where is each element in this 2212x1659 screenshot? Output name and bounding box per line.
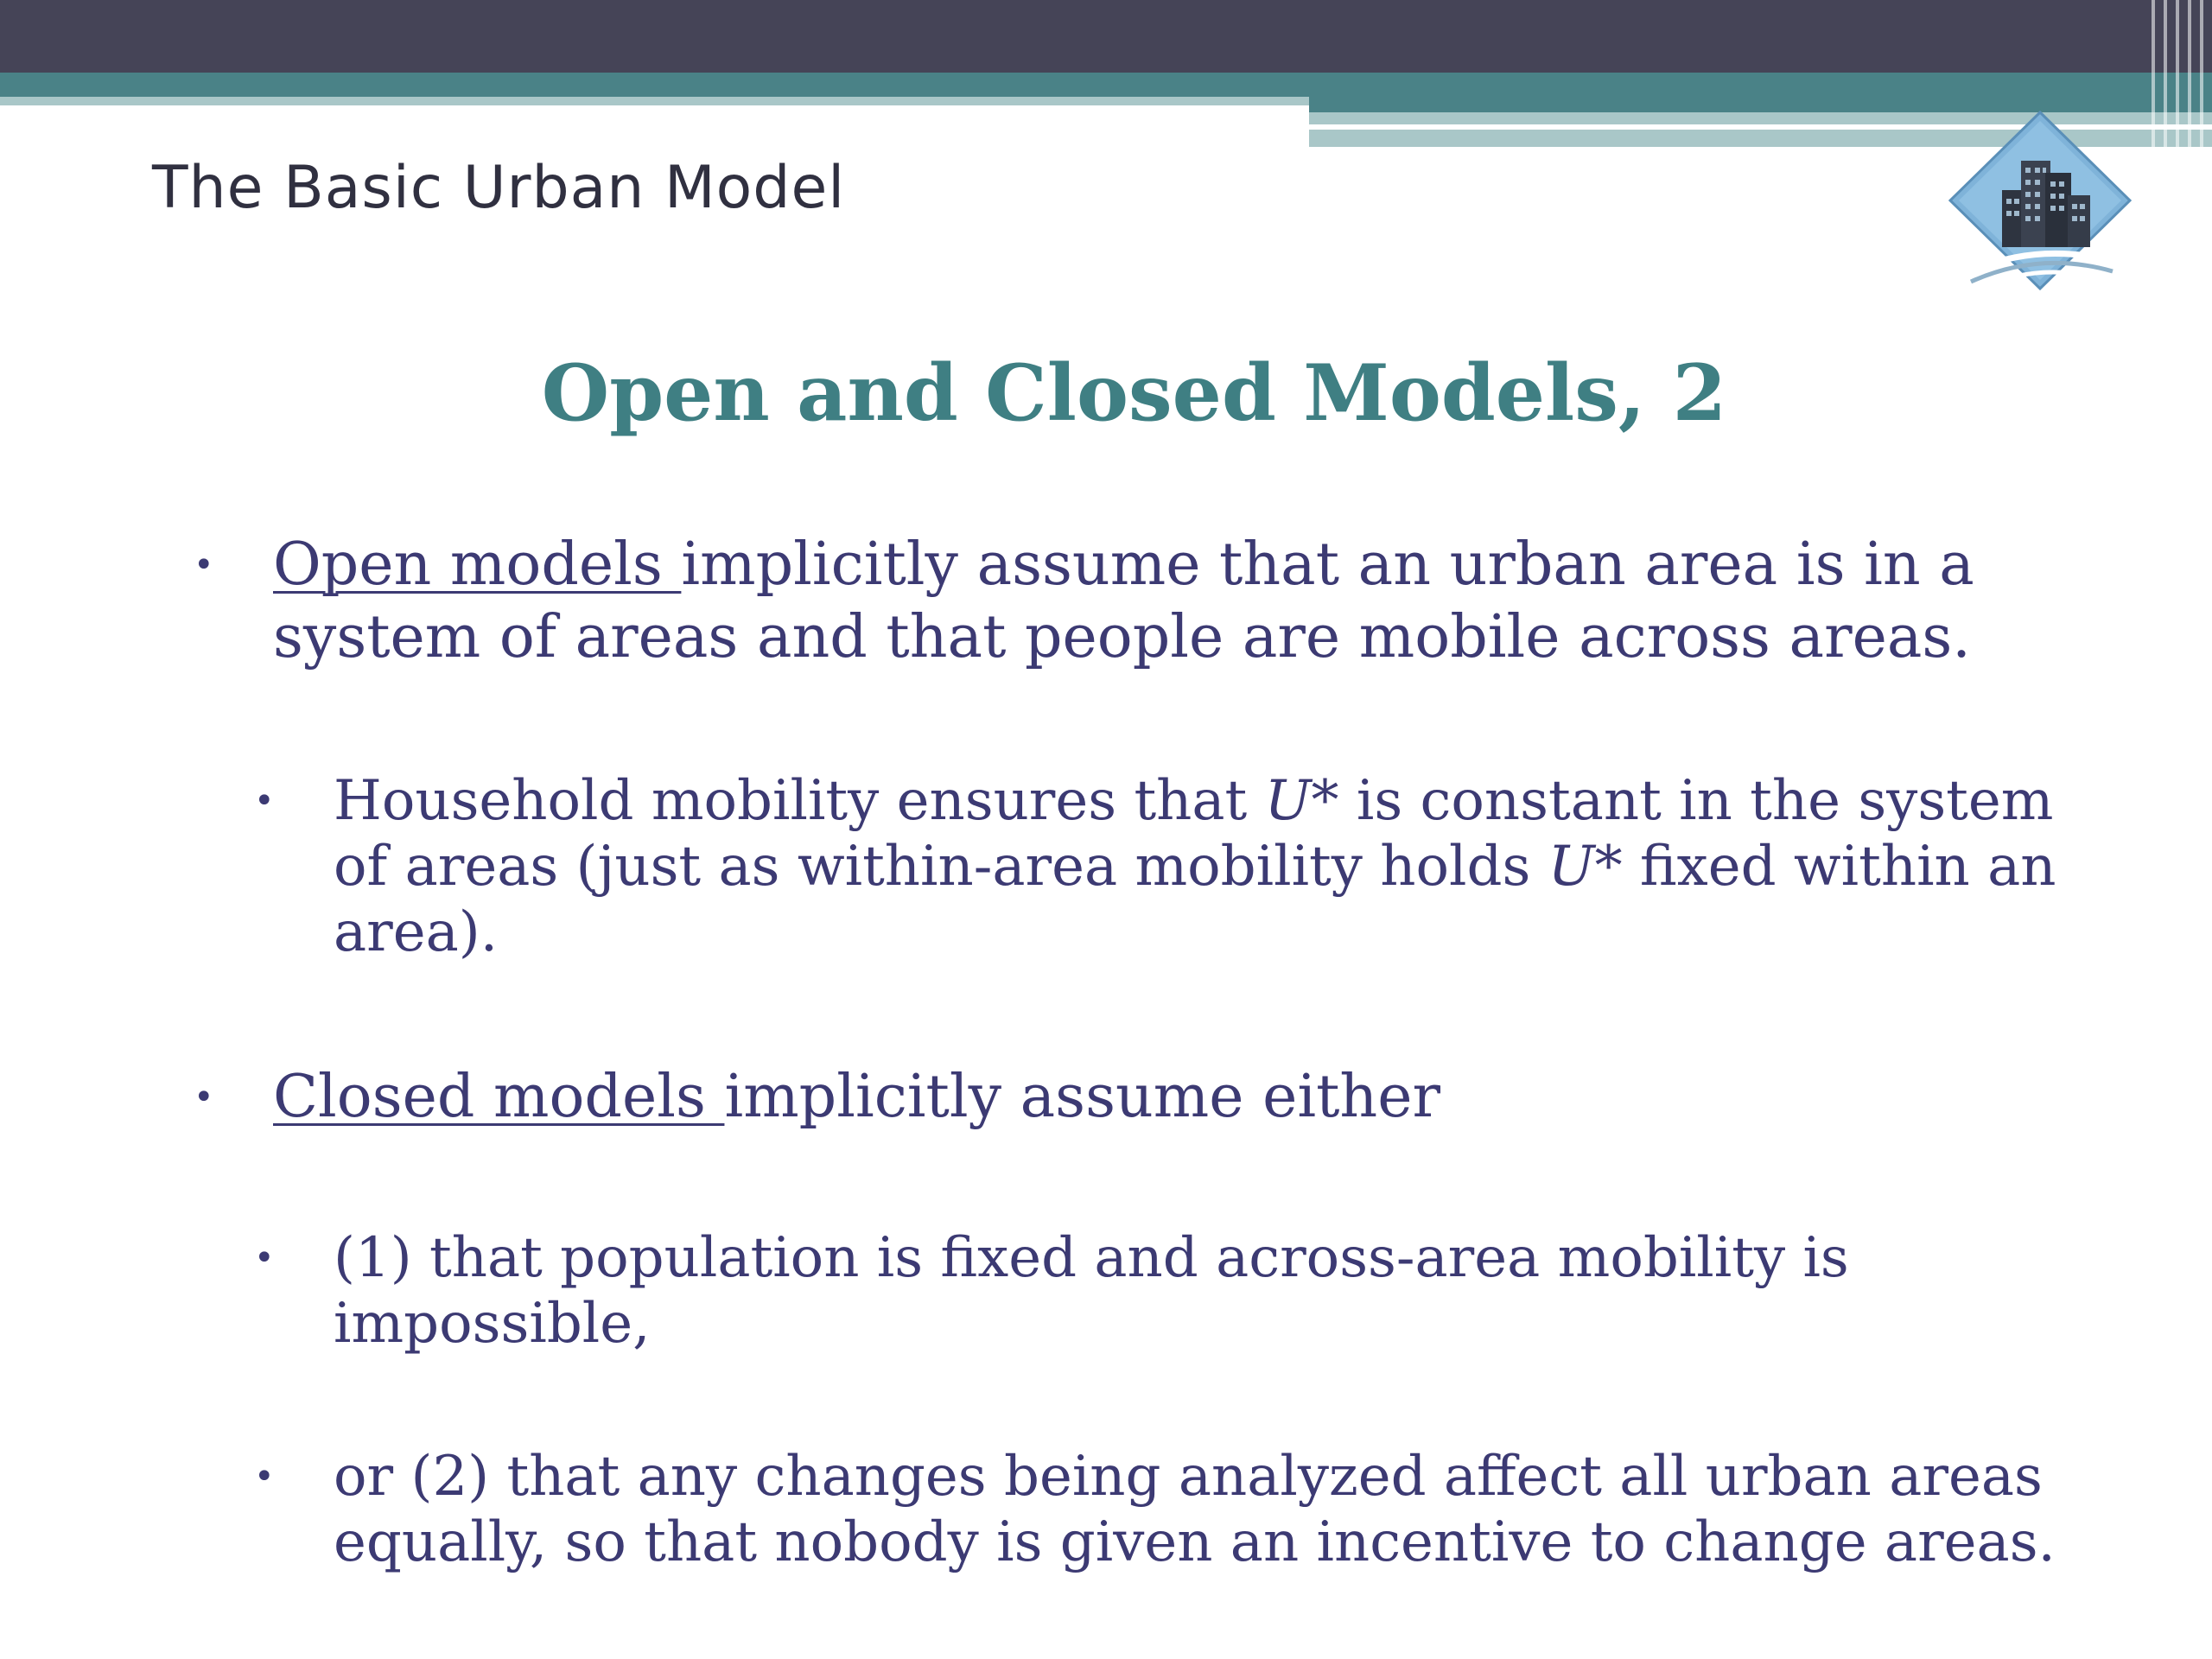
- closed-models-term: Closed models: [273, 1063, 725, 1131]
- household-text-1: Household mobility ensures that: [334, 769, 1265, 833]
- header-title: The Basic Urban Model: [152, 154, 846, 222]
- utility-symbol: U*: [1548, 835, 1623, 899]
- bullet-closed-models: [194, 1061, 2131, 1134]
- bullet-household-mobility: [254, 768, 2105, 965]
- utility-symbol: U*: [1264, 769, 1339, 833]
- bullet-dot: •: [254, 781, 275, 821]
- bullet-dot: •: [194, 1077, 214, 1117]
- header-band-light-left: [0, 97, 1309, 105]
- header-band-teal: [0, 73, 2212, 97]
- open-models-text: implicitly assume that an urban area is in a system of areas and that people are mobile across areas.: [273, 531, 1974, 671]
- open-models-term: Open models: [273, 531, 682, 599]
- bullet-dot: •: [194, 545, 214, 585]
- closed-models-text: implicitly assume either: [724, 1063, 1440, 1131]
- bullet-open-models: [194, 529, 2131, 674]
- changes-equal-text: or (2) that any changes being analyzed affect all urban areas equally, so that nobody is given an incentive to change areas.: [334, 1445, 2056, 1574]
- population-fixed-text: (1) that population is fixed and across-area mobility is impossible,: [334, 1226, 1849, 1356]
- bullet-changes-equal: [254, 1444, 2105, 1575]
- bullet-dot: •: [254, 1457, 275, 1497]
- household-text-2: is constant in the system of areas (just as within-area mobility holds: [334, 769, 2054, 899]
- header-band-dark: [0, 0, 2212, 73]
- bullet-dot: •: [254, 1238, 275, 1278]
- building-logo-icon: [1948, 111, 2132, 292]
- household-text-3: fixed within an area).: [334, 835, 2056, 964]
- bullet-population-fixed: [254, 1225, 2105, 1357]
- slide-title: Open and Closed Models, 2: [541, 347, 1727, 439]
- header-stripes: [2152, 0, 2212, 147]
